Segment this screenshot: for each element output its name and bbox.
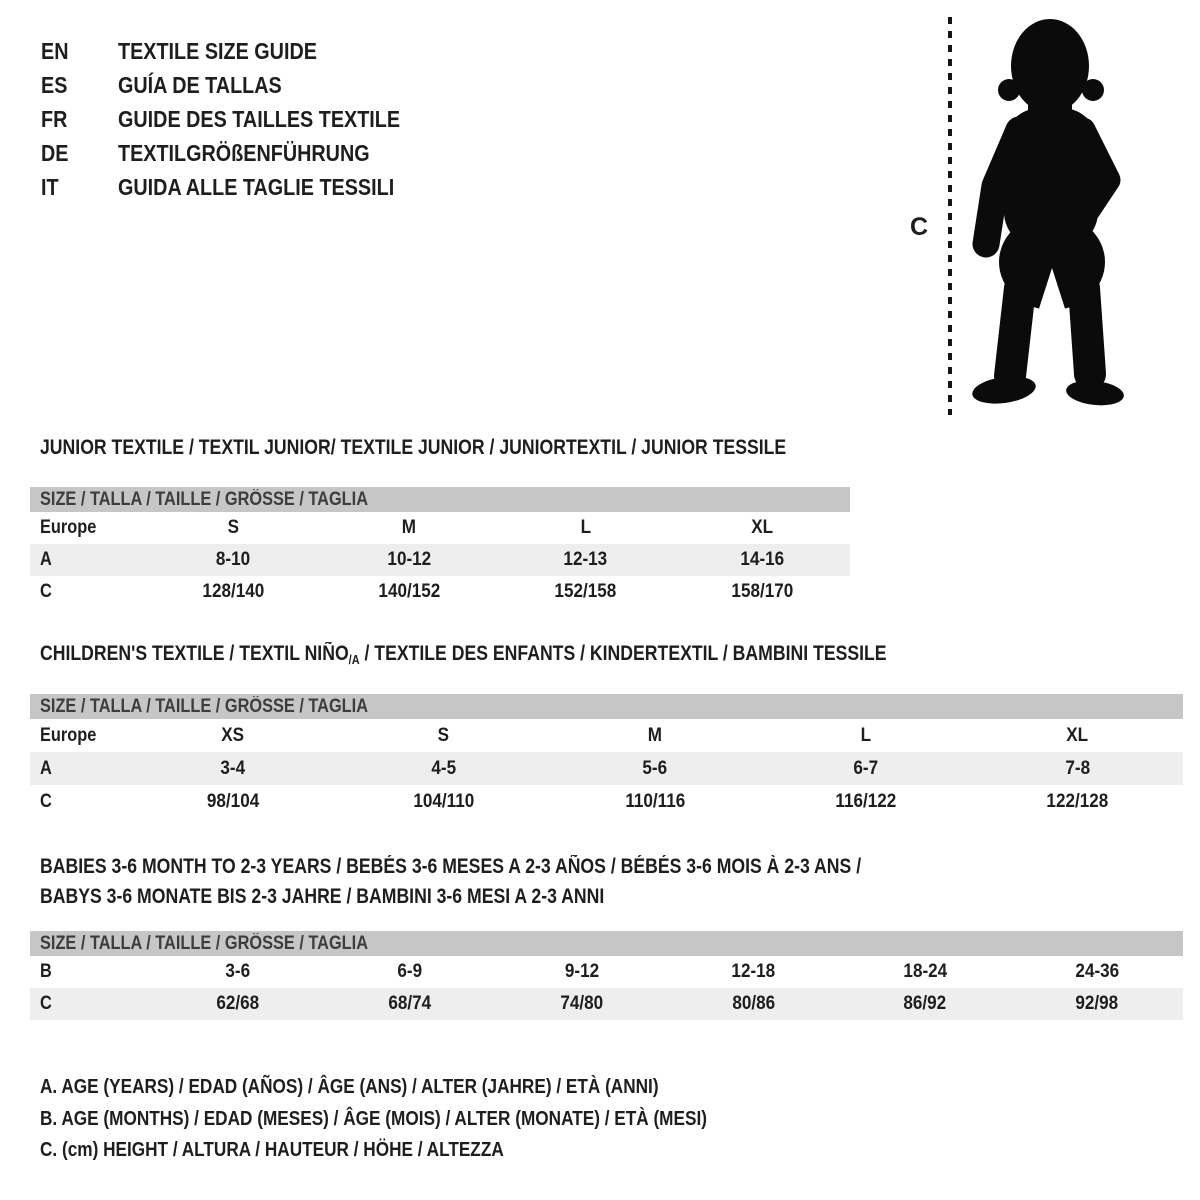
language-code: FR [41, 106, 68, 132]
row-label: A [40, 549, 52, 570]
size-cell: M [402, 517, 417, 538]
row-label: C [40, 791, 52, 812]
legend-line-height: C. (cm) HEIGHT / ALTURA / HAUTEUR / HÖHE / ALTEZZA [40, 1139, 504, 1161]
language-code: ES [41, 72, 68, 98]
height-cell: 158/170 [730, 581, 793, 602]
guide-title-de: TEXTILGRÖßENFÜHRUNG [118, 140, 370, 166]
guide-title-es: GUÍA DE TALLAS [118, 72, 282, 98]
legend-line-age-years: A. AGE (YEARS) / EDAD (AÑOS) / ÂGE (ANS) / ALTER (JAHRE) / ETÀ (ANNI) [40, 1076, 659, 1098]
size-cell: S [438, 725, 450, 746]
table-row-height [30, 988, 1183, 1020]
size-cell: L [580, 517, 591, 538]
babies-section-title: BABIES 3-6 MONTH TO 2-3 YEARS / BEBÉS 3-6 MESES A 2-3 AÑOS / BÉBÉS 3-6 MOIS À 2-3 ANS / BABYS 3-6 MONATE BIS 2-3 JAHRE / BAMBINI 3-6 MESI A 2-3 ANNI [40, 855, 862, 908]
size-header-bar: SIZE / TALLA / TAILLE / GRÖSSE / TAGLIA [30, 931, 1183, 956]
height-cell: 98/104 [206, 791, 259, 812]
table-row-europe [30, 512, 850, 544]
size-cell: XL [750, 517, 773, 538]
height-cell: 104/110 [413, 791, 475, 812]
age-cell: 6-7 [853, 758, 879, 779]
age-cell: 7-8 [1065, 758, 1090, 779]
legend-line-age-months: B. AGE (MONTHS) / EDAD (MESES) / ÂGE (MOIS) / ALTER (MONATE) / ETÀ (MESI) [40, 1107, 707, 1130]
months-cell: 6-9 [397, 961, 423, 982]
months-cell: 24-36 [1075, 961, 1119, 982]
row-label: C [40, 993, 52, 1014]
guide-title-fr: GUIDE DES TAILLES TEXTILE [118, 106, 401, 132]
height-cell: 116/122 [835, 791, 897, 812]
size-cell: L [860, 725, 872, 746]
size-cell: XS [221, 725, 244, 746]
table-row-height [30, 576, 850, 608]
height-cell: 152/158 [554, 581, 617, 602]
height-cell: 68/74 [388, 993, 432, 1014]
children-section-title: CHILDREN'S TEXTILE / TEXTIL NIÑO/A / TEXTILE DES ENFANTS / KINDERTEXTIL / BAMBINI TESSILE [40, 642, 887, 667]
height-cell: 80/86 [732, 993, 775, 1014]
row-label: Europe [40, 517, 97, 538]
age-cell: 4-5 [431, 758, 457, 779]
children-size-table [30, 694, 1183, 818]
language-row-en [41, 34, 446, 68]
months-cell: 18-24 [903, 961, 948, 982]
height-cell: 86/92 [903, 993, 947, 1014]
language-code: EN [41, 38, 69, 64]
age-cell: 8-10 [216, 549, 251, 570]
junior-section-title: JUNIOR TEXTILE / TEXTIL JUNIOR/ TEXTILE JUNIOR / JUNIORTEXTIL / JUNIOR TESSILE [40, 436, 787, 459]
height-cell: 62/68 [216, 993, 260, 1014]
size-cell: XL [1066, 725, 1089, 746]
guide-title-it: GUIDA ALLE TAGLIE TESSILI [118, 174, 395, 200]
language-row-it [41, 170, 446, 204]
row-label: Europe [40, 725, 97, 746]
table-row-age [30, 752, 1183, 785]
size-header-bar: SIZE / TALLA / TAILLE / GRÖSSE / TAGLIA [30, 694, 1183, 719]
size-header-bar: SIZE / TALLA / TAILLE / GRÖSSE / TAGLIA [30, 487, 850, 512]
junior-size-table [30, 487, 850, 608]
guide-title-en: TEXTILE SIZE GUIDE [118, 38, 317, 64]
height-cell: 110/116 [625, 791, 685, 812]
size-cell: M [647, 725, 663, 746]
baby-silhouette-image [962, 16, 1136, 416]
height-measure-dashed-line [948, 17, 952, 415]
age-cell: 10-12 [387, 549, 432, 570]
height-cell: 92/98 [1075, 993, 1119, 1014]
months-cell: 3-6 [225, 961, 251, 982]
age-cell: 14-16 [739, 549, 784, 570]
language-code: IT [41, 174, 59, 200]
language-row-es [41, 68, 446, 102]
language-title-list [41, 34, 446, 204]
age-cell: 3-4 [220, 758, 245, 779]
height-cell: 74/80 [560, 993, 603, 1014]
size-cell: S [227, 517, 239, 538]
height-measure-label: C [910, 213, 929, 241]
age-cell: 12-13 [563, 549, 608, 570]
language-code: DE [41, 140, 69, 166]
row-label: C [40, 581, 52, 602]
months-cell: 9-12 [564, 961, 599, 982]
height-cell: 140/152 [378, 581, 441, 602]
nino-a-subscript: /A [348, 652, 360, 667]
table-row-age [30, 544, 850, 576]
table-row-europe [30, 719, 1183, 752]
table-row-height [30, 785, 1183, 818]
table-row-months [30, 956, 1183, 988]
measurement-legend [40, 1072, 816, 1167]
height-cell: 128/140 [202, 581, 265, 602]
months-cell: 12-18 [731, 961, 776, 982]
language-row-fr [41, 102, 446, 136]
height-cell: 122/128 [1046, 791, 1109, 812]
language-row-de [41, 136, 446, 170]
row-label: A [40, 758, 52, 779]
babies-size-table [30, 931, 1183, 1020]
row-label: B [40, 961, 52, 982]
age-cell: 5-6 [642, 758, 668, 779]
